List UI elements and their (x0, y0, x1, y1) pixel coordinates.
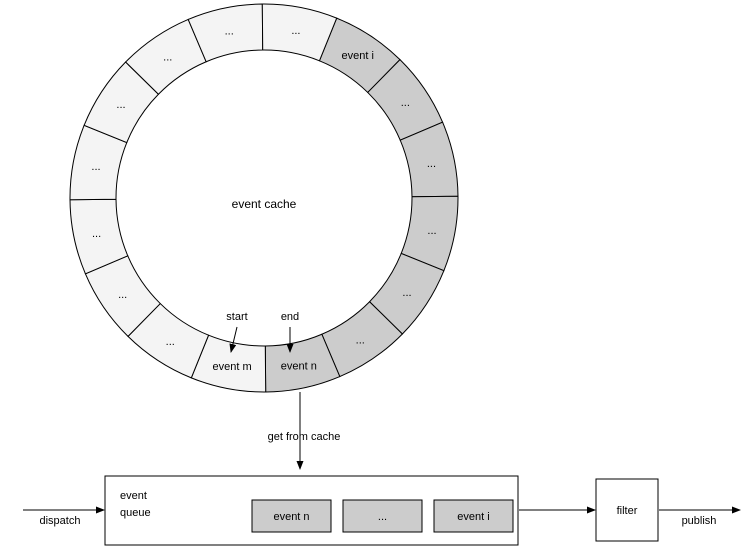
event-cache-segment-label: ... (427, 224, 437, 237)
event-queue-items (252, 500, 513, 532)
filter-node (596, 479, 658, 541)
event-queue-item-label: event i (457, 511, 490, 523)
event-cache-segment-label: ... (118, 289, 128, 302)
event-cache-segment-label: event n (280, 360, 317, 373)
event-queue-item-label: event n (273, 511, 310, 523)
event-cache-segment-label: ... (400, 96, 410, 109)
edge-dispatch (23, 510, 104, 527)
event-cache-segment-label: ... (402, 286, 412, 299)
event-cache-segment-label: event m (212, 361, 252, 373)
event-queue-item-label: ... (377, 511, 388, 523)
filter-label: filter (616, 505, 638, 517)
event-cache-segment-label: event i (341, 50, 374, 62)
event-cache-segment-label: ... (426, 158, 437, 171)
event-cache-segment-label: ... (355, 334, 365, 347)
event-cache-segment-label: ... (91, 161, 101, 174)
event-cache-segment-label: ... (224, 25, 234, 38)
edge-get-from-cache (268, 392, 341, 469)
edge-dispatch-label: dispatch (39, 515, 81, 527)
pointer-end-label: end (280, 311, 300, 323)
event-cache-segment-label: ... (116, 99, 126, 112)
event-queue-title-line2: queue (120, 507, 151, 519)
edge-publish (659, 510, 740, 527)
event-cache-center-label: event cache (231, 197, 297, 211)
pointer-start-label: start (226, 311, 248, 323)
event-cache-segment-label: ... (165, 336, 175, 348)
event-queue (105, 476, 518, 545)
event-cache-segment-label: ... (163, 51, 173, 64)
edge-get-from-cache-label: get from cache (267, 431, 341, 443)
edge-publish-label: publish (681, 515, 717, 527)
event-cache-segment-label: ... (291, 25, 301, 37)
event-cache-segment-label: ... (91, 227, 102, 240)
event-queue-title-line1: event (120, 490, 147, 502)
